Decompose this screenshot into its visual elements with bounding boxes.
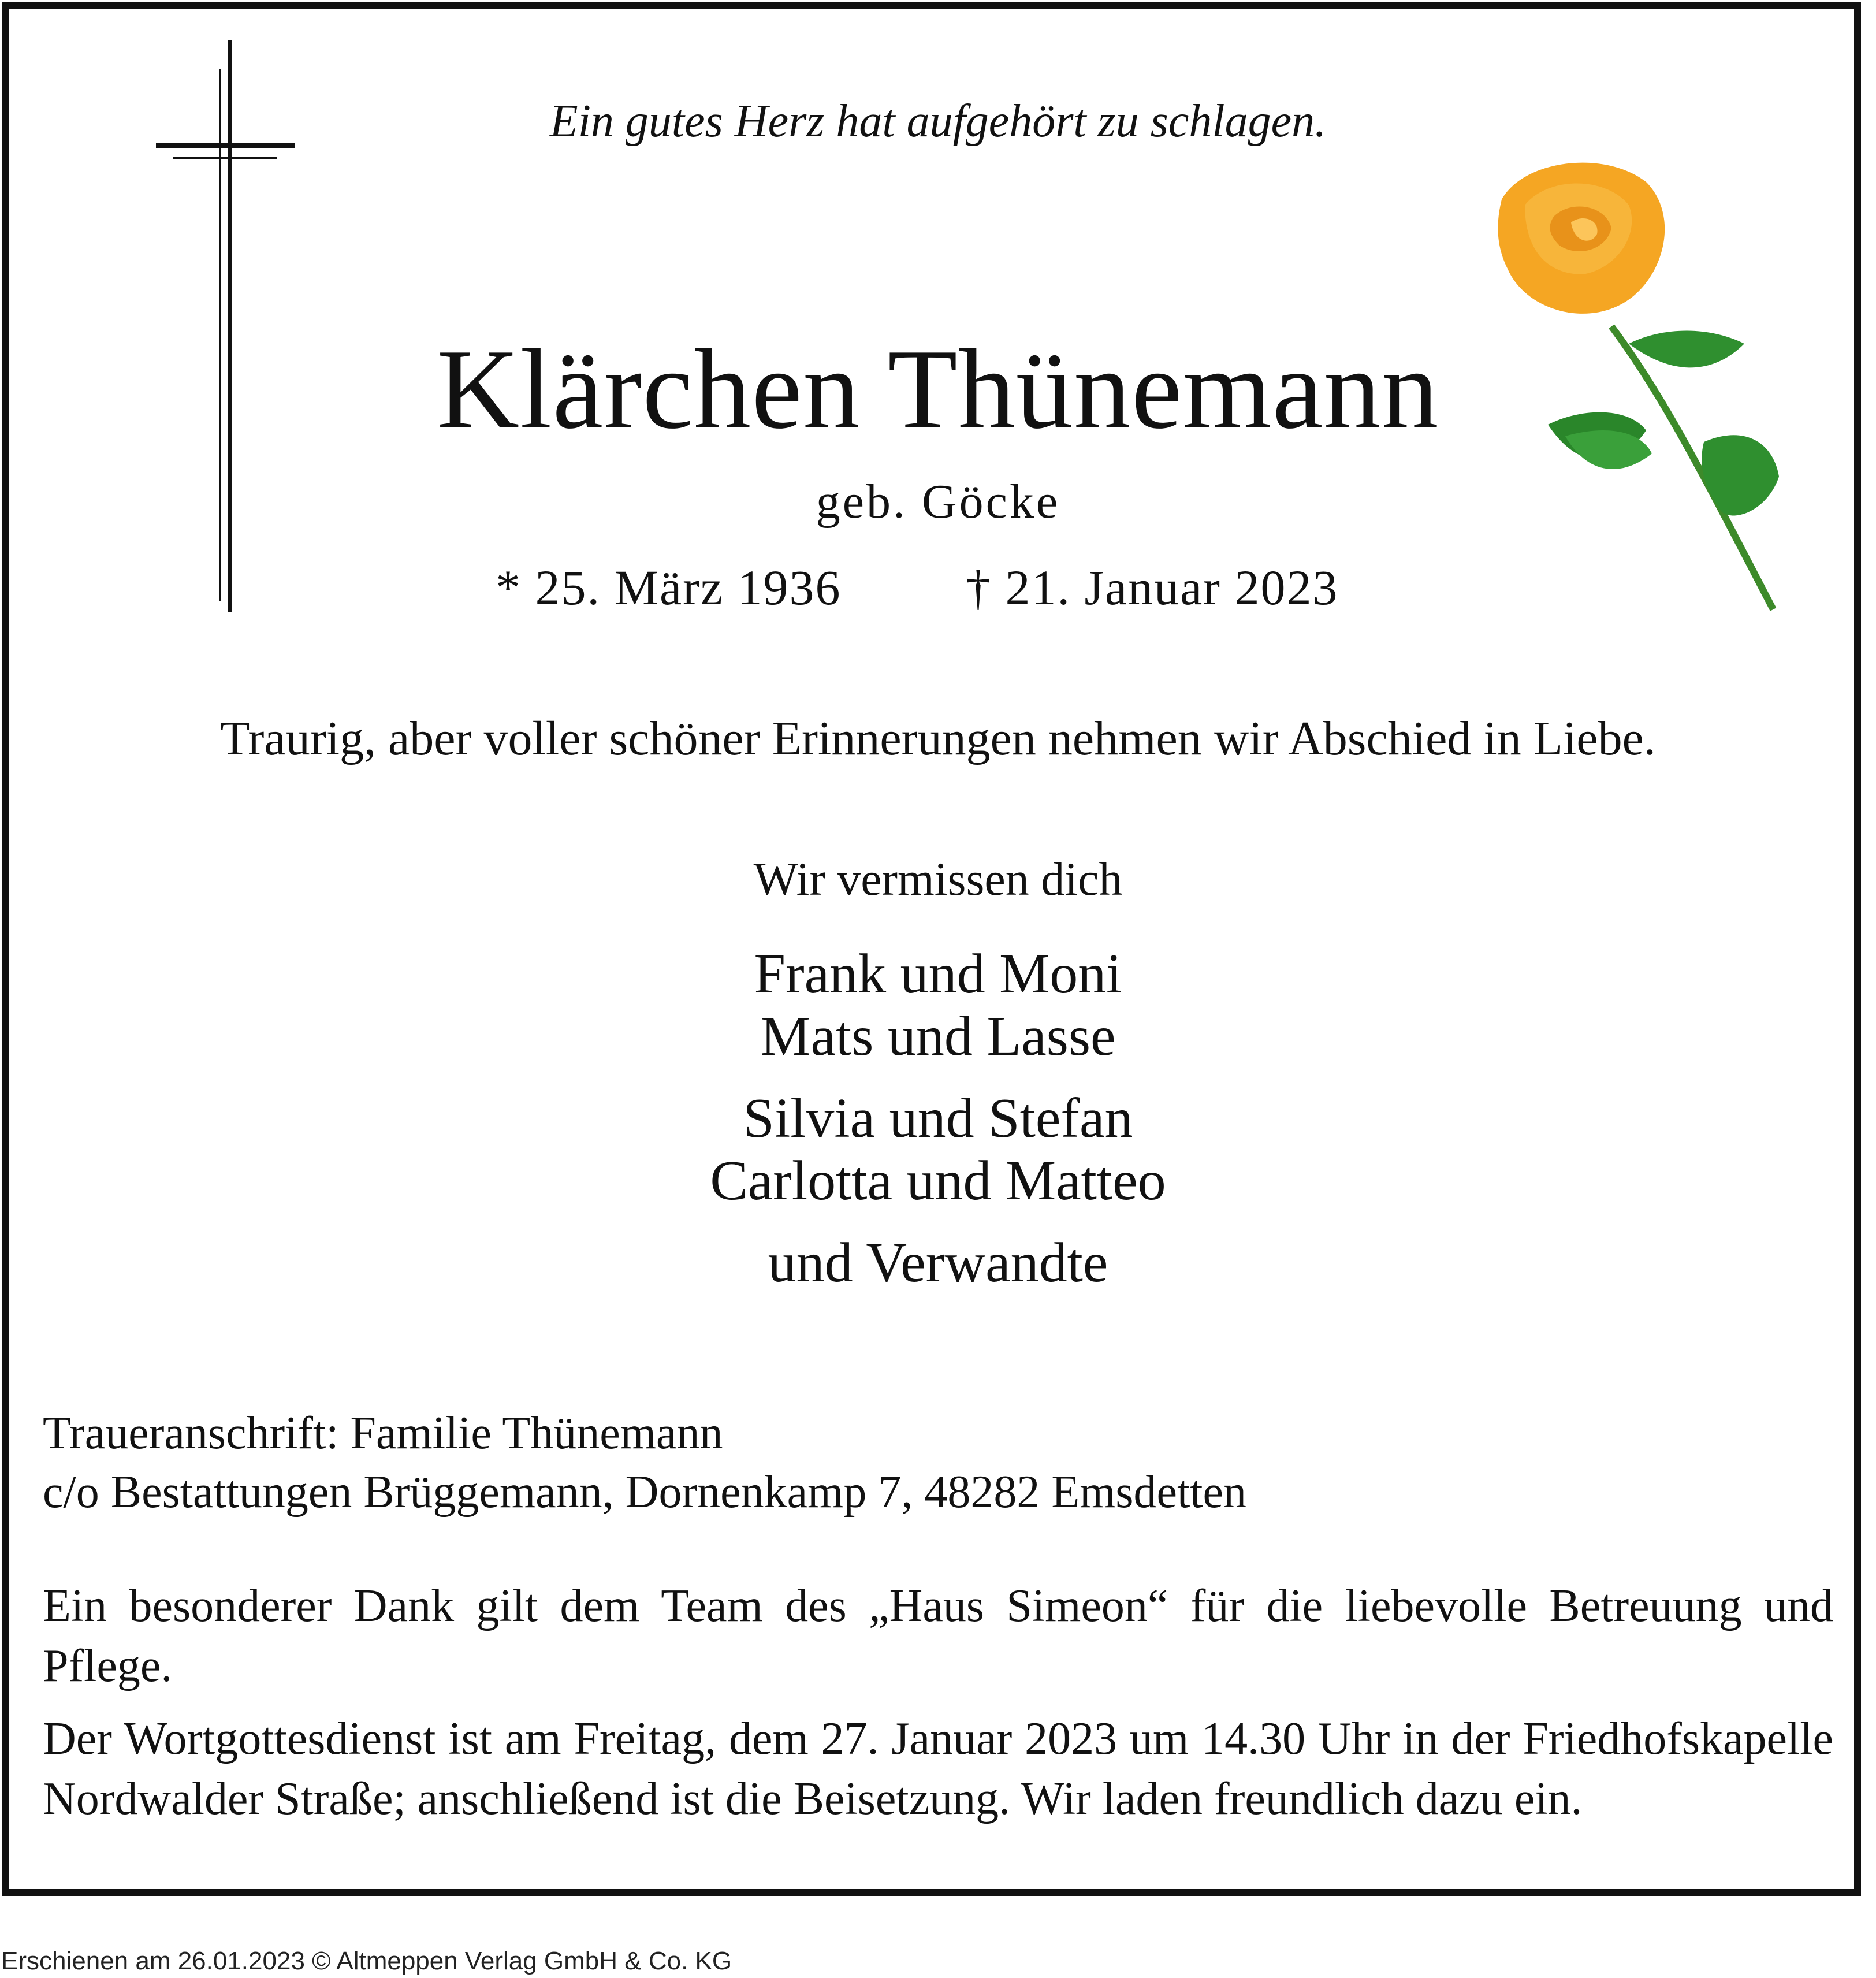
miss-line: Wir vermissen dich [753,853,1123,905]
publication-footer: Erschienen am 26.01.2023 © Altmeppen Verlag GmbH & Co. KG [1,1947,732,1975]
mourner-line: Frank und Moni [754,943,1122,1005]
birth-name: geb. Göcke [816,475,1060,529]
mourner-line: und Verwandte [768,1232,1108,1294]
birth-date: * 25. März 1936 [496,560,842,615]
address-line-1: Traueranschrift: Familie Thünemann [43,1408,723,1459]
mourner-line: Mats und Lasse [760,1005,1116,1068]
deceased-name: Klärchen Thünemann [437,326,1439,452]
death-date: † 21. Januar 2023 [966,560,1339,615]
mourner-line: Carlotta und Matteo [710,1150,1166,1212]
mourner-line: Silvia und Stefan [743,1087,1133,1150]
service-paragraph: Der Wortgottesdienst ist am Freitag, dem 27. Januar 2023 um 14.30 Uhr in der Friedhofskapelle Nordwalder Straße; anschließend ist die Beisetzung. Wir laden freundlich dazu ein. [43,1713,1833,1824]
address-line-2: c/o Bestattungen Brüggemann, Dornenkamp 7, 48282 Emsdetten [43,1467,1247,1518]
intro-text: Traurig, aber voller schöner Erinnerungen nehmen wir Abschied in Liebe. [220,712,1656,765]
thanks-paragraph: Ein besonderer Dank gilt dem Team des „Haus Simeon“ für die liebevolle Betreuung und Pflege. [43,1581,1833,1691]
motto: Ein gutes Herz hat aufgehört zu schlagen. [549,96,1327,147]
